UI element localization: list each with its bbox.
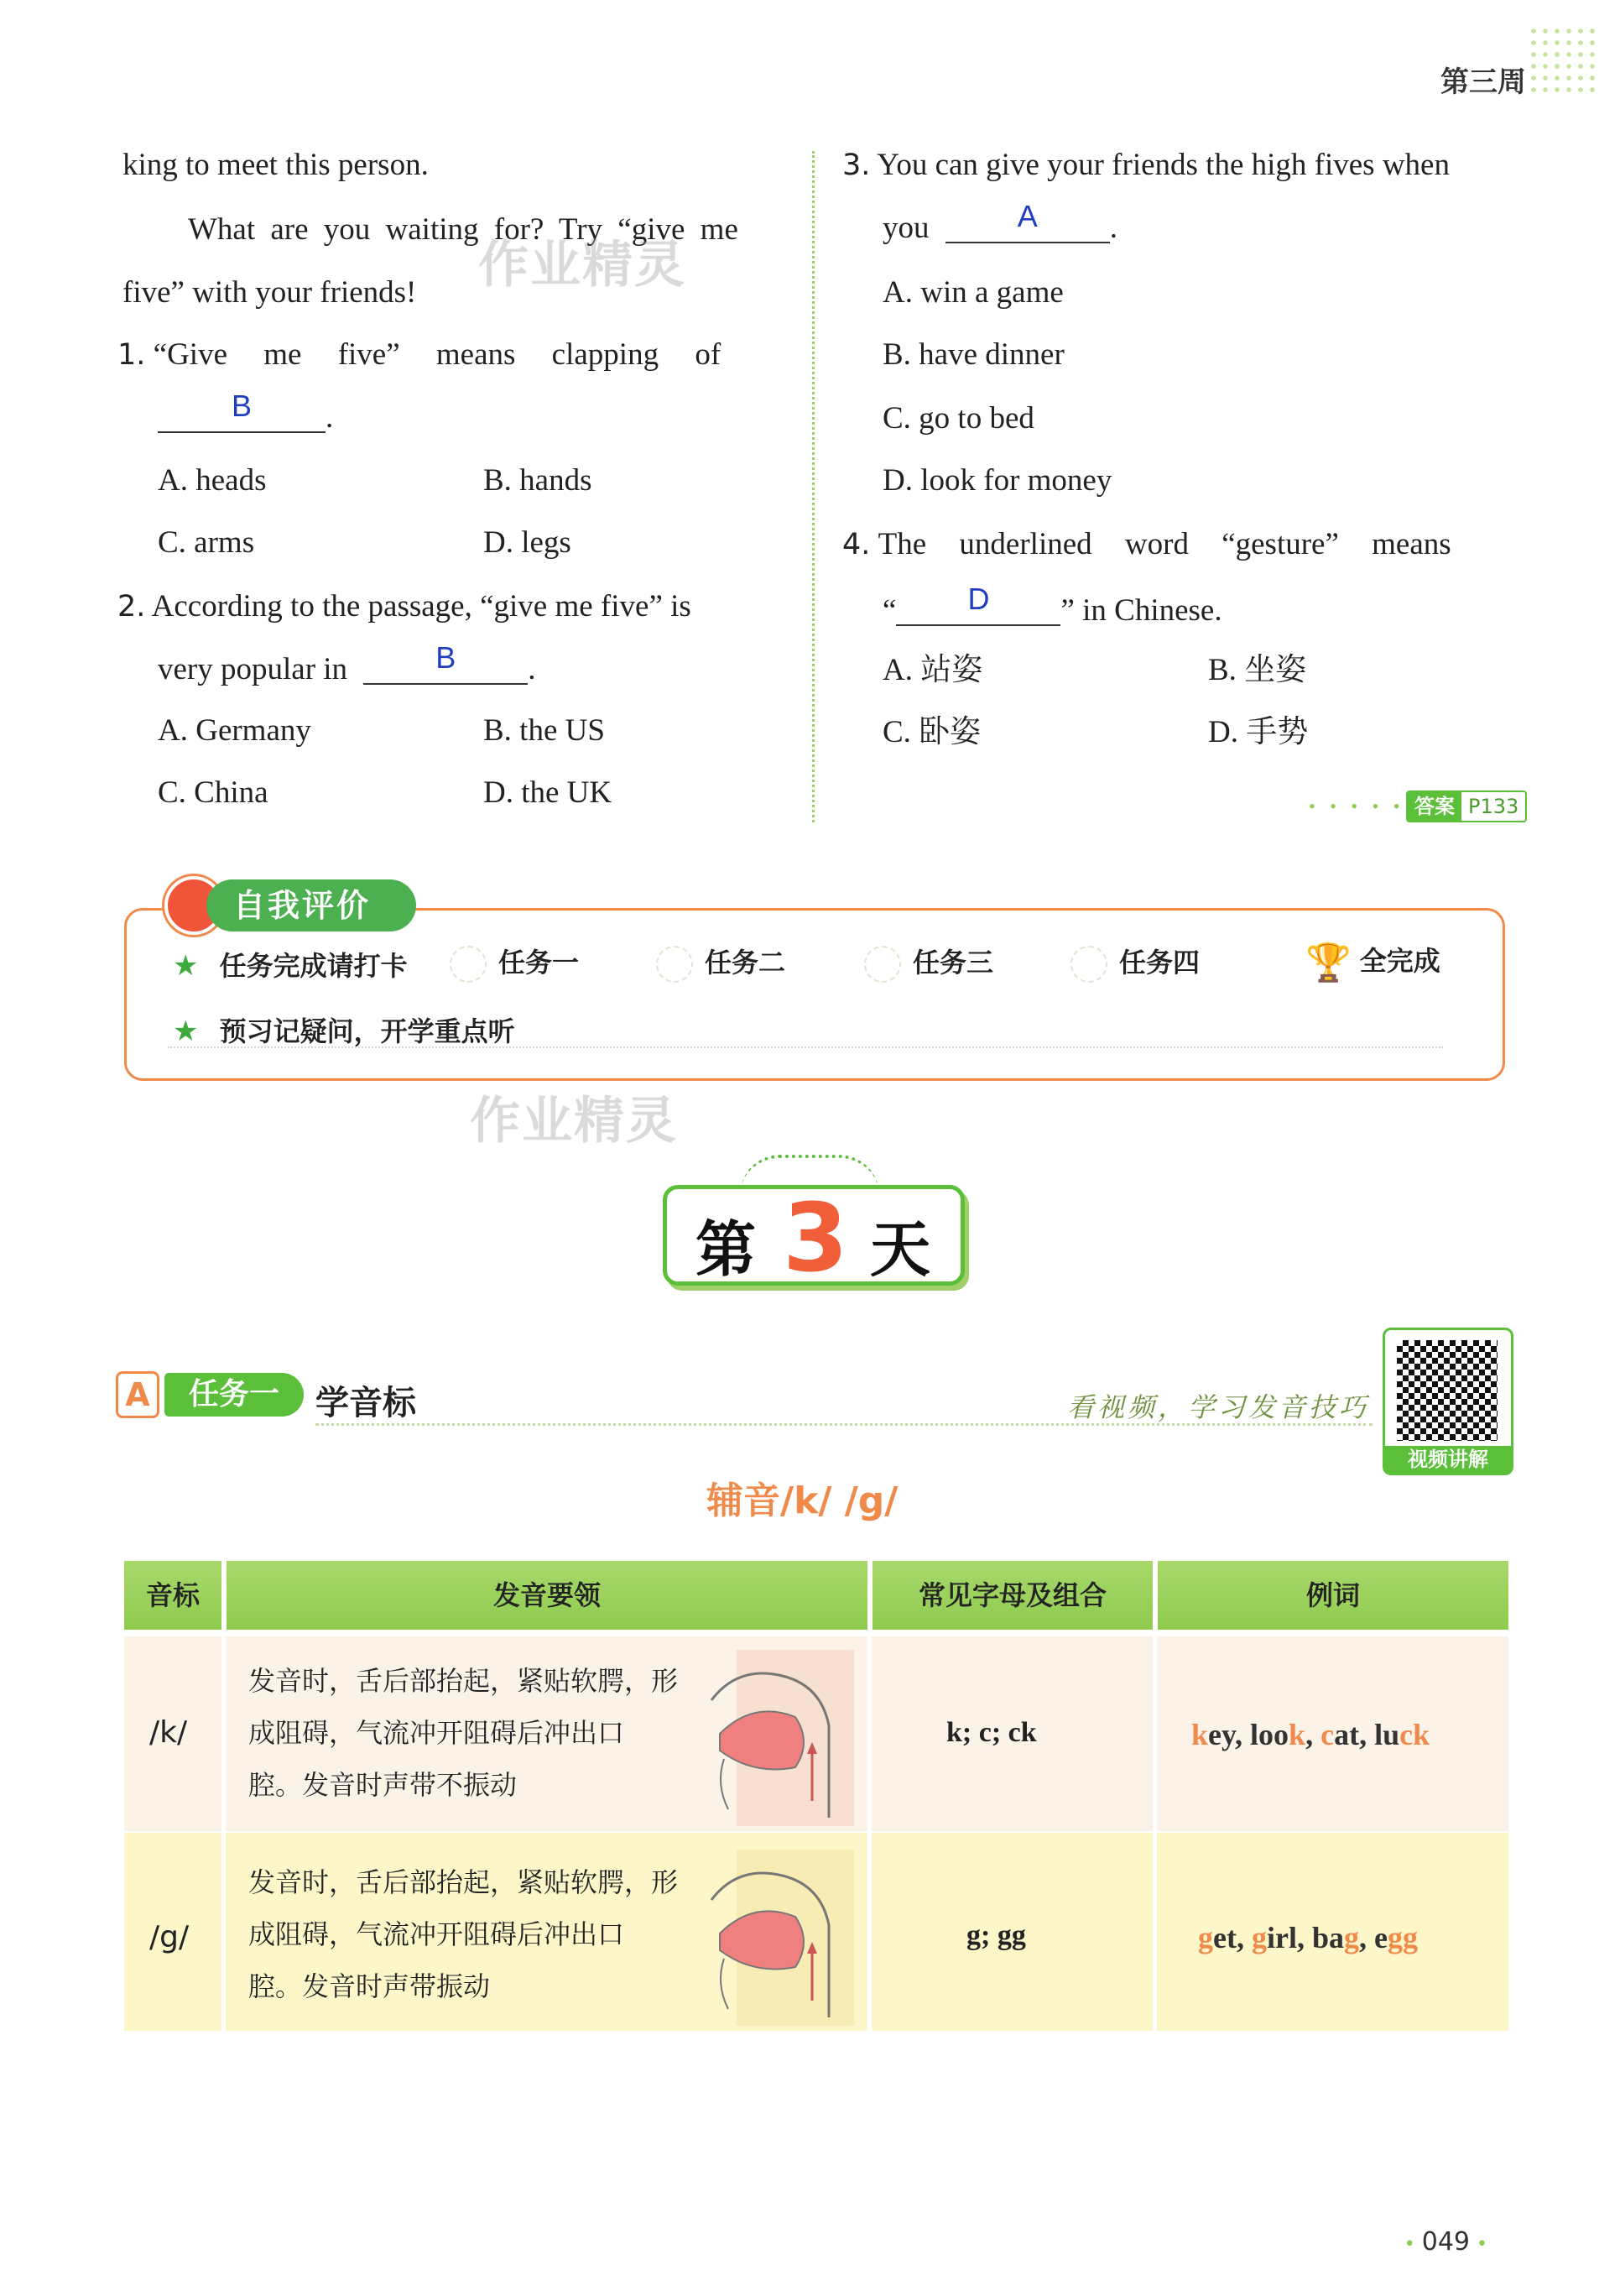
q2-stem [117,591,691,622]
table-header-letters: 常见字母及组合 [873,1561,1153,1630]
task-check-2[interactable] [656,942,785,983]
q4-stem-text: The underlined word “gesture” means [878,527,1451,561]
row2-symbol: /g/ [149,1920,190,1954]
checkbox-icon [656,946,693,983]
row1-ex3-hl: c [1320,1718,1335,1751]
question-note-label: 预习记疑问，开学重点听 [219,1015,515,1047]
q2-blank[interactable] [363,640,528,685]
row2-ex2-rest: irl [1266,1921,1297,1954]
watermark-top: 作业精灵 [478,236,686,295]
task-check-3-label: 任务三 [913,947,994,978]
q4-option-c[interactable] [883,717,981,748]
table-header-examples: 例词 [1158,1561,1508,1630]
answer-ref-key: 答案 [1408,792,1461,821]
row2-ex1-hl: g [1198,1921,1213,1954]
mouth-diagram-g [703,1850,854,2026]
row2-ex4-pre: e [1373,1921,1388,1954]
day-number: 3 [783,1184,848,1293]
row1-ex2-hl: k [1289,1718,1306,1751]
task-tag: 任务一 [164,1373,304,1417]
star-icon: ★ [173,1015,199,1048]
qr-code-icon [1397,1340,1498,1441]
checkbox-icon [450,946,487,983]
column-separator [867,1636,872,2031]
mouth-diagram-k [703,1650,854,1826]
qr-code[interactable] [1383,1328,1513,1475]
row2-desc-line: 腔。发音时声带振动 [248,1970,491,2002]
q4-option-b[interactable] [1208,655,1306,686]
column-separator [1153,1636,1157,2031]
q4-stem [842,529,1451,560]
q3-blank[interactable] [945,199,1110,243]
task-check-4-label: 任务四 [1119,947,1201,978]
q1-blank-line [158,389,334,435]
passage-line-1: king to meet this person. [122,148,429,182]
row1-desc-line: 发音时，舌后部抬起，紧贴软腭，形 [248,1665,679,1697]
column-separator [221,1636,226,2031]
q1-stem [117,339,721,370]
row2-desc-line: 成阻碍，气流冲开阻碍后冲出口 [248,1918,625,1950]
answer-ref-dots: • • • • • [1309,796,1405,817]
q4-number: 4. [842,528,871,561]
day-prefix: 第 [695,1214,757,1285]
task-badge: A [116,1371,159,1418]
q4-option-d[interactable] [1208,717,1308,748]
row2-ex1-rest: et [1213,1921,1237,1954]
row2-ex2-hl: g [1251,1921,1267,1954]
row1-ex1-rest: ey [1208,1718,1236,1751]
row1-letters: k; c; ck [946,1717,1037,1748]
row2-examples: get, girl, bag, egg [1198,1921,1418,1954]
checkin-label: 任务完成请打卡 [219,950,408,982]
self-eval-title: 自我评价 [206,879,416,931]
q2-option-b[interactable]: B. the US [483,713,605,748]
q4-option-a-text: A. 站姿 [883,653,983,687]
q2-number: 2. [117,590,146,624]
row1-desc-line: 腔。发音时声带不振动 [248,1769,518,1801]
row1-desc-line: 成阻碍，气流冲开阻碍后冲出口 [248,1717,625,1749]
q4-stem-b: “ [883,593,897,628]
table-header-tips: 发音要领 [227,1561,867,1630]
q2-option-d[interactable]: D. the UK [483,775,612,810]
task-check-1[interactable] [450,942,579,983]
row1-examples: key, look, cat, luck [1191,1718,1430,1751]
q2-answer: B [435,640,456,675]
task-hint: 看视频，学习发音技巧 [1067,1392,1370,1422]
all-done-check[interactable] [1305,940,1440,984]
note-writing-line[interactable] [168,1046,1443,1048]
passage-line-2: What are you waiting for? Try “give me [188,212,738,247]
q4-option-a[interactable] [883,655,982,686]
row1-ex2-pre: loo [1250,1718,1289,1751]
checkbox-icon [1070,946,1107,983]
row2-ex4-hl: gg [1387,1921,1418,1954]
row1-ex4-pre: lu [1374,1718,1400,1751]
self-eval-row-1 [173,945,408,984]
self-eval-box [124,908,1505,1081]
section-subtitle: 辅音/k/ /g/ [706,1479,899,1522]
star-icon: ★ [173,949,199,983]
q4-blank[interactable] [896,582,1060,626]
checkbox-icon [864,946,901,983]
day-header [663,1184,965,1293]
task-title: 学音标 [315,1384,416,1422]
day-suffix: 天 [870,1214,931,1285]
page-number: • 049 • [1398,2227,1494,2257]
q3-blank-line [883,199,1117,245]
q3-option-b[interactable]: B. have dinner [883,337,1065,372]
q4-option-b-text: B. 坐姿 [1208,653,1307,687]
row1-ex3-rest: at [1334,1718,1360,1751]
corner-dots-decoration [1528,25,1595,92]
q3-stem-b: you [883,211,930,245]
answer-ref-page: P133 [1468,795,1519,818]
q4-stem-end: ” in Chinese. [1060,593,1222,628]
q1-option-d[interactable]: D. legs [483,525,571,560]
q2-option-c[interactable]: C. China [158,775,268,810]
table-header-symbol: 音标 [124,1561,221,1630]
q1-stem-text: “Give me five” means clapping of [153,337,721,372]
q3-option-d[interactable]: D. look for money [883,463,1112,498]
row1-description [248,1655,678,1811]
q1-blank[interactable] [158,389,326,433]
q3-option-c[interactable]: C. go to bed [883,401,1034,436]
row2-ex3-hl: g [1343,1921,1359,1954]
q3-option-a[interactable]: A. win a game [883,275,1064,310]
q2-stem-b: very popular in [158,652,348,686]
task-check-3[interactable] [864,942,993,983]
column-divider [812,151,815,822]
q2-option-a[interactable]: A. Germany [158,713,311,748]
q1-option-b[interactable]: B. hands [483,463,592,498]
q4-answer: D [967,582,990,616]
passage-line-3: five” with your friends! [122,275,417,310]
row1-ex4-hl: ck [1399,1718,1430,1751]
q3-stem-text: You can give your friends the high fives when [877,148,1450,182]
q1-number: 1. [117,338,146,372]
q3-stem-end: . [1109,211,1117,245]
q1-option-c[interactable]: C. arms [158,525,255,560]
row2-description [248,1856,678,2012]
q1-option-a[interactable]: A. heads [158,463,267,498]
all-done-label: 全完成 [1359,945,1440,977]
task-check-2-label: 任务二 [705,947,786,978]
row2-ex3-pre: ba [1311,1921,1344,1954]
q4-option-d-text: D. 手势 [1208,715,1309,749]
q2-stem-text: According to the passage, “give me five” is [151,589,691,624]
q3-answer: A [1017,199,1038,233]
row1-ex1-hl: k [1191,1718,1209,1751]
q1-answer: B [231,389,252,423]
q3-number: 3. [842,149,871,182]
row2-desc-line: 发音时，舌后部抬起，紧贴软腭，形 [248,1866,679,1898]
q4-option-c-text: C. 卧姿 [883,715,982,749]
q2-stem-end: . [528,652,536,686]
trophy-icon: 🏆 [1305,942,1352,984]
task-check-4[interactable] [1070,942,1200,983]
qr-label: 视频讲解 [1385,1446,1511,1473]
answer-reference[interactable] [1406,791,1527,822]
week-label: 第三周 [1440,65,1526,99]
row2-letters: g; gg [966,1920,1026,1951]
q3-stem [842,149,1450,180]
task-check-1-label: 任务一 [498,947,580,978]
q2-blank-line [158,640,536,686]
q1-stem-end: . [326,400,334,435]
row1-symbol: /k/ [149,1715,188,1750]
q4-blank-line [883,582,1222,628]
watermark-middle: 作业精灵 [470,1092,678,1151]
self-eval-row-2 [173,1010,515,1049]
